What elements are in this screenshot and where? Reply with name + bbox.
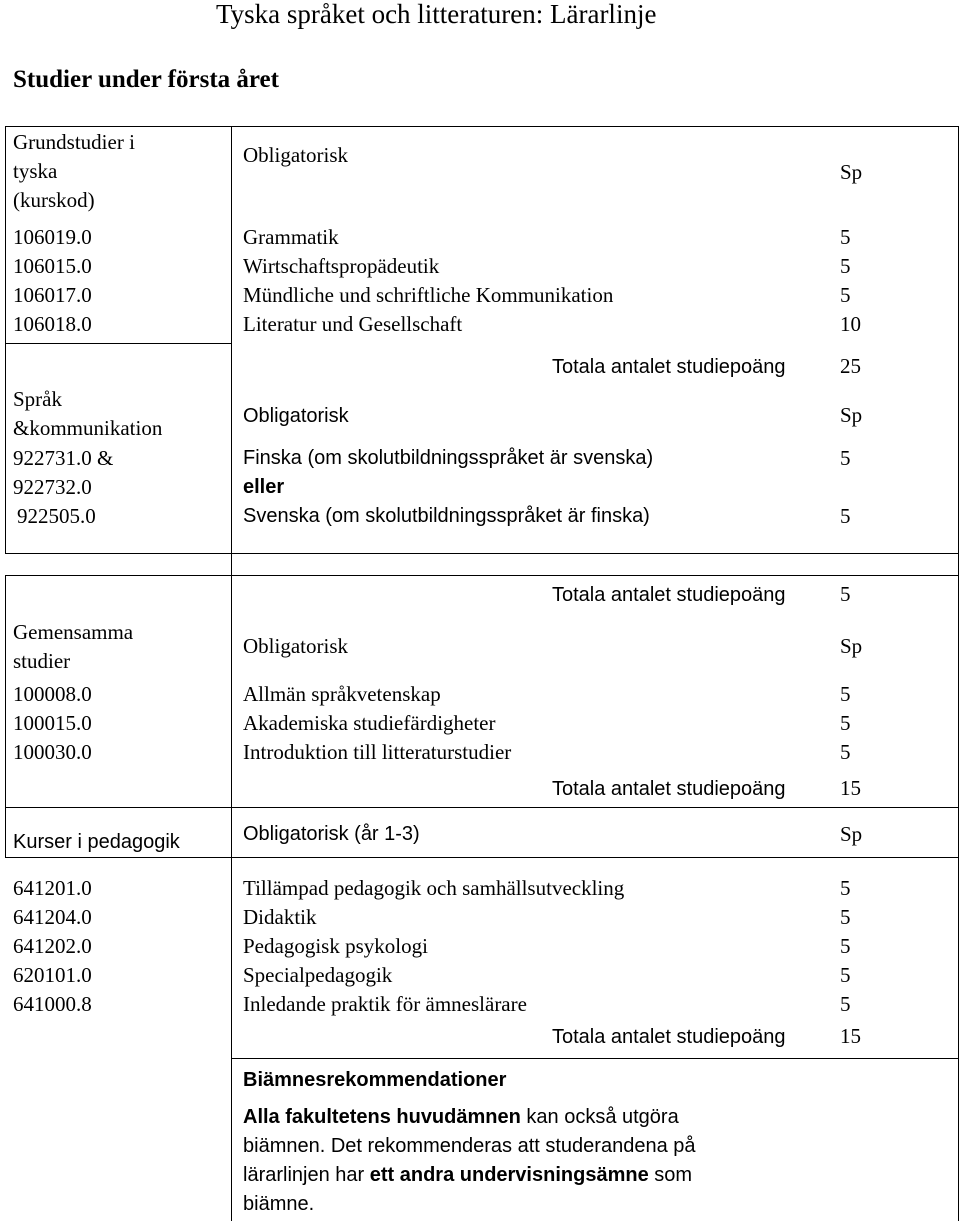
row-divider-grund — [5, 343, 231, 344]
table-cell-code: 106017.0 — [13, 283, 92, 307]
pedagogik-col-heading: Obligatorisk (år 1-3) — [243, 823, 420, 845]
table-cell-course: Svenska (om skolutbildningsspråket är finska) — [243, 505, 650, 527]
table-cell-code: 100008.0 — [13, 682, 92, 706]
table-left-border-1 — [5, 126, 6, 553]
table-cell-code: 641202.0 — [13, 934, 92, 958]
table-cell-credit: 5 — [840, 876, 851, 900]
table-cell-course: Tillämpad pedagogik och samhällsutveckling — [243, 876, 625, 900]
table-cell-credit: 5 — [840, 740, 851, 764]
row-divider-pedagogik — [5, 857, 959, 858]
table-right-border — [958, 126, 959, 1221]
gemensamma-credits — [840, 680, 851, 767]
table-cell-credit: 5 — [840, 682, 851, 706]
table-cell-course: Grammatik — [243, 225, 339, 249]
sprak-total-value: 5 — [840, 582, 851, 606]
table-cell-course: Didaktik — [243, 905, 317, 929]
table-cell-course: Specialpedagogik — [243, 963, 393, 987]
table-cell-code: 641204.0 — [13, 905, 92, 929]
table-cell-course: Literatur und Gesellschaft — [243, 312, 463, 336]
gemensamma-total-value: 15 — [840, 776, 861, 800]
pedagogik-total-value: 15 — [840, 1024, 861, 1048]
table-cell-code: 620101.0 — [13, 963, 92, 987]
table-cell-course: Finska (om skolutbildningsspråket är svenska) — [243, 447, 654, 469]
sprak-total-label: Totala antalet studiepoäng — [552, 584, 786, 606]
grund-heading: Grundstudier i tyska (kurskod) — [13, 130, 135, 212]
gemensamma-sp-heading: Sp — [840, 634, 863, 658]
table-cell-code: 106015.0 — [13, 254, 92, 278]
table-cell-credit: 5 — [840, 254, 851, 278]
table-cell-code: 106018.0 — [13, 312, 92, 336]
pedagogik-sp-heading: Sp — [840, 822, 863, 846]
sprak-courses — [243, 444, 653, 531]
table-top-border — [5, 126, 959, 127]
table-cell-code: 922505.0 — [17, 504, 96, 528]
page-title: Tyska språket och litteraturen: Lärarlinje — [216, 0, 657, 29]
page-subtitle: Studier under första året — [13, 66, 279, 93]
table-left-border-3 — [5, 807, 6, 857]
table-cell-credit: 5 — [840, 992, 851, 1016]
table-cell-course: Allmän språkvetenskap — [243, 682, 441, 706]
grund-col-heading: Obligatorisk — [243, 143, 348, 167]
table-cell-credit: 10 — [840, 312, 861, 336]
grund-sp-heading: Sp — [840, 160, 863, 184]
table-cell-code: 100030.0 — [13, 740, 92, 764]
sprak-codes — [13, 444, 113, 531]
gemensamma-total-label: Totala antalet studiepoäng — [552, 778, 786, 800]
or-label: eller — [243, 476, 285, 498]
grund-codes — [13, 223, 92, 339]
gemensamma-col-heading: Obligatorisk — [243, 634, 348, 658]
grund-total-value: 25 — [840, 354, 861, 378]
pedagogik-total-label: Totala antalet studiepoäng — [552, 1026, 786, 1048]
table-cell-course: Mündliche und schriftliche Kommunikation — [243, 283, 614, 307]
table-cell-course: Wirtschaftspropädeutik — [243, 254, 440, 278]
table-cell-course: Pedagogisk psykologi — [243, 934, 428, 958]
biamnes-emphasis-2: ett andra undervisningsämne — [369, 1164, 649, 1186]
gemensamma-heading: Gemensamma studier — [13, 620, 134, 673]
table-cell-code: 922732.0 — [13, 475, 92, 499]
table-cell-credit: 5 — [840, 504, 851, 528]
row-divider-gemensamma-bottom — [5, 807, 959, 808]
table-cell-credit: 5 — [840, 225, 851, 249]
table-cell-credit: 5 — [840, 283, 851, 307]
pedagogik-heading: Kurser i pedagogik — [13, 831, 180, 853]
biamnes-text: Alla fakultetens huvudämnen kan också utgöra biämnen. Det rekommenderas att studerandena på lärarlinjen har ett andra undervisningsämne som biämne. — [243, 1106, 696, 1215]
gemensamma-courses — [243, 680, 511, 767]
biamnes-heading: Biämnesrekommendationer — [243, 1069, 507, 1091]
sprak-heading: Språk &kommunikation — [13, 387, 163, 440]
table-cell-course: Inledande praktik för ämneslärare — [243, 992, 527, 1016]
table-cell-credit: 5 — [840, 934, 851, 958]
biamnes-emphasis-1: Alla fakultetens huvudämnen — [243, 1106, 521, 1128]
table-cell-code: 106019.0 — [13, 225, 92, 249]
table-cell-course: Introduktion till litteraturstudier — [243, 740, 512, 764]
table-cell-code: 641201.0 — [13, 876, 92, 900]
table-cell-credit: 5 — [840, 963, 851, 987]
row-divider-gemensamma-top — [5, 575, 959, 576]
table-left-border-2 — [5, 575, 6, 807]
row-divider-biamnes — [231, 1058, 959, 1059]
gemensamma-codes — [13, 680, 92, 767]
table-cell-code: 641000.8 — [13, 992, 92, 1016]
grund-credits — [840, 223, 861, 339]
table-cell-course: Akademiska studiefärdigheter — [243, 711, 496, 735]
sprak-col-heading: Obligatorisk — [243, 405, 349, 427]
pedagogik-codes — [13, 874, 92, 1019]
table-cell-credit: 5 — [840, 446, 851, 470]
grund-courses — [243, 223, 613, 339]
table-cell-code: 922731.0 & — [13, 446, 114, 470]
table-cell-credit: 5 — [840, 711, 851, 735]
pedagogik-credits — [840, 874, 851, 1019]
grund-total-label: Totala antalet studiepoäng — [552, 356, 786, 378]
pedagogik-courses — [243, 874, 624, 1019]
column-divider — [231, 126, 232, 1221]
table-cell-code: 100015.0 — [13, 711, 92, 735]
sprak-sp-heading: Sp — [840, 403, 863, 427]
table-cell-credit: 5 — [840, 905, 851, 929]
row-divider-sprak — [5, 553, 959, 554]
